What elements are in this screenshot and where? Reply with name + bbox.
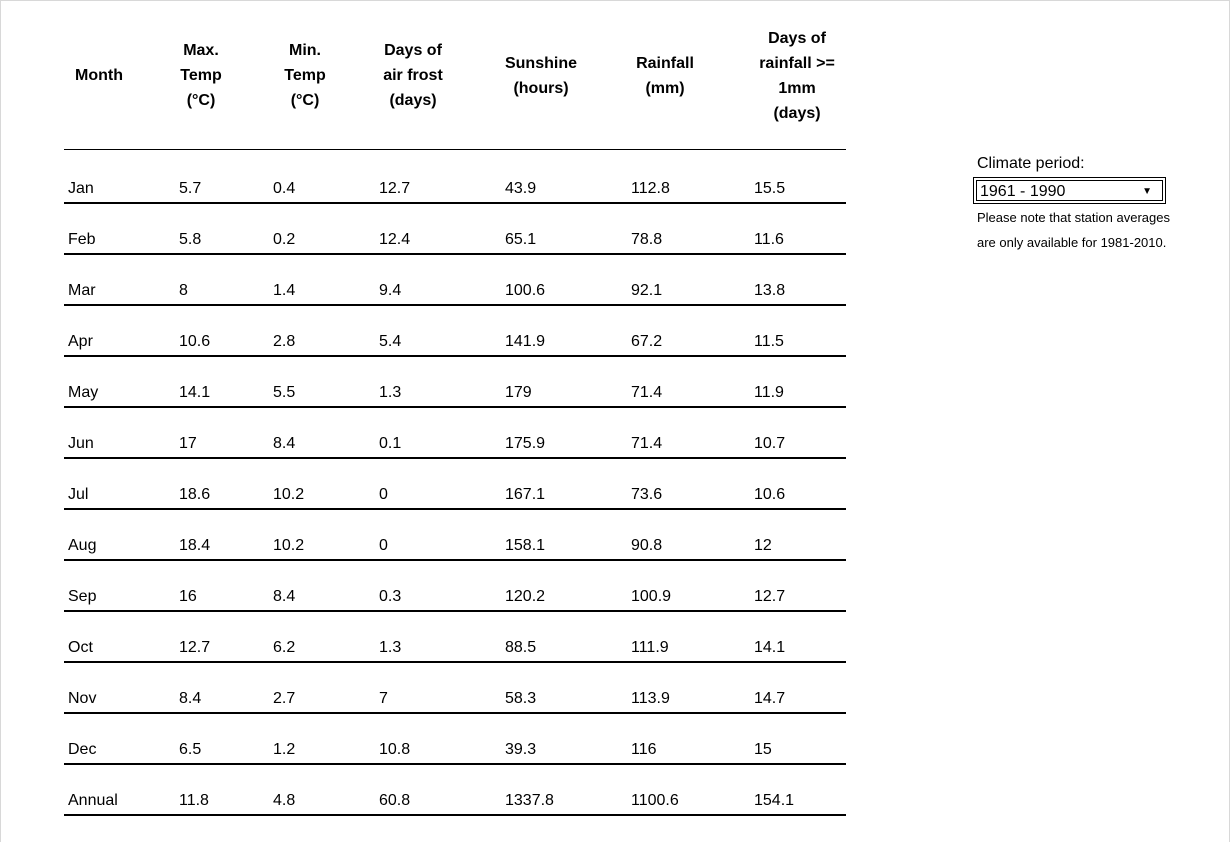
table-row	[64, 612, 846, 663]
cell-rainfall: 71.4	[631, 384, 663, 401]
cell-rain-days: 12.7	[754, 588, 786, 605]
cell-sunshine: 167.1	[505, 486, 546, 503]
cell-rain-days: 10.7	[754, 435, 786, 452]
cell-air-frost: 12.7	[379, 180, 411, 197]
cell-sunshine: 1337.8	[505, 792, 554, 809]
cell-rain-days: 14.1	[754, 639, 786, 656]
cell-air-frost: 12.4	[379, 231, 411, 248]
cell-min-temp: 8.4	[273, 588, 296, 605]
table-row	[64, 663, 846, 714]
cell-rainfall: 112.8	[631, 180, 670, 197]
cell-min-temp: 2.7	[273, 690, 296, 707]
header-air-frost: Days of air frost (days)	[383, 42, 443, 109]
cell-max-temp: 5.7	[179, 180, 202, 197]
cell-rainfall: 100.9	[631, 588, 672, 605]
cell-air-frost: 0	[379, 486, 388, 503]
table-row	[64, 714, 846, 765]
cell-air-frost: 0.3	[379, 588, 402, 605]
cell-month: Mar	[68, 282, 96, 299]
cell-rain-days: 14.7	[754, 690, 786, 707]
cell-rain-days: 13.8	[754, 282, 786, 299]
cell-min-temp: 0.4	[273, 180, 296, 197]
header-max-temp: Max. Temp (°C)	[180, 42, 222, 109]
cell-month: Jan	[68, 180, 94, 197]
cell-max-temp: 8.4	[179, 690, 202, 707]
cell-rain-days: 11.5	[754, 333, 784, 350]
cell-air-frost: 1.3	[379, 639, 402, 656]
table-row	[64, 561, 846, 612]
cell-rainfall: 116	[631, 741, 657, 758]
cell-min-temp: 5.5	[273, 384, 296, 401]
cell-rain-days: 154.1	[754, 792, 795, 809]
cell-air-frost: 9.4	[379, 282, 402, 299]
cell-min-temp: 0.2	[273, 231, 296, 248]
cell-max-temp: 14.1	[179, 384, 211, 401]
cell-max-temp: 12.7	[179, 639, 211, 656]
cell-sunshine: 43.9	[505, 180, 537, 197]
station-note-line-1: Please note that station averages	[977, 210, 1170, 225]
cell-air-frost: 7	[379, 690, 388, 707]
header-divider	[64, 149, 846, 150]
cell-rainfall: 1100.6	[631, 792, 679, 809]
cell-sunshine: 179	[505, 384, 532, 401]
cell-air-frost: 0.1	[379, 435, 402, 452]
cell-max-temp: 18.4	[179, 537, 211, 554]
cell-min-temp: 4.8	[273, 792, 296, 809]
header-rainfall: Rainfall (mm)	[636, 55, 694, 97]
cell-air-frost: 1.3	[379, 384, 402, 401]
header-rain-days: Days of rainfall >= 1mm (days)	[759, 30, 835, 122]
cell-rain-days: 11.9	[754, 384, 784, 401]
cell-month: Jul	[68, 486, 89, 503]
cell-min-temp: 1.2	[273, 741, 296, 758]
cell-rainfall: 111.9	[631, 639, 669, 656]
header-month: Month	[75, 67, 123, 84]
cell-min-temp: 8.4	[273, 435, 296, 452]
cell-month: Oct	[68, 639, 93, 656]
cell-rainfall: 67.2	[631, 333, 663, 350]
cell-sunshine: 158.1	[505, 537, 546, 554]
cell-rain-days: 15.5	[754, 180, 786, 197]
table-row	[64, 255, 846, 306]
cell-max-temp: 18.6	[179, 486, 211, 503]
cell-month: Nov	[68, 690, 97, 707]
cell-month: Sep	[68, 588, 97, 605]
table-row	[64, 153, 846, 204]
cell-sunshine: 141.9	[505, 333, 546, 350]
cell-min-temp: 6.2	[273, 639, 296, 656]
climate-period-label: Climate period:	[977, 155, 1085, 172]
cell-min-temp: 1.4	[273, 282, 296, 299]
table-row	[64, 306, 846, 357]
table-row	[64, 510, 846, 561]
cell-month: Feb	[68, 231, 96, 248]
header-min-temp: Min. Temp (°C)	[284, 42, 326, 109]
cell-sunshine: 39.3	[505, 741, 537, 758]
cell-rain-days: 15	[754, 741, 772, 758]
cell-max-temp: 10.6	[179, 333, 211, 350]
cell-max-temp: 5.8	[179, 231, 202, 248]
station-note-line-2: are only available for 1981-2010.	[977, 235, 1167, 250]
cell-sunshine: 100.6	[505, 282, 546, 299]
cell-month: Apr	[68, 333, 93, 350]
cell-max-temp: 16	[179, 588, 197, 605]
cell-rainfall: 78.8	[631, 231, 663, 248]
cell-month: Annual	[68, 792, 118, 809]
cell-month: May	[68, 384, 99, 401]
cell-max-temp: 8	[179, 282, 188, 299]
cell-rainfall: 90.8	[631, 537, 663, 554]
cell-rainfall: 113.9	[631, 690, 670, 707]
cell-month: Aug	[68, 537, 97, 554]
cell-month: Dec	[68, 741, 97, 758]
cell-max-temp: 6.5	[179, 741, 202, 758]
cell-rainfall: 71.4	[631, 435, 663, 452]
cell-rain-days: 11.6	[754, 231, 784, 248]
cell-sunshine: 120.2	[505, 588, 546, 605]
table-row	[64, 204, 846, 255]
cell-rain-days: 10.6	[754, 486, 786, 503]
cell-max-temp: 11.8	[179, 792, 209, 809]
cell-min-temp: 2.8	[273, 333, 296, 350]
cell-min-temp: 10.2	[273, 486, 305, 503]
header-sunshine: Sunshine (hours)	[504, 55, 577, 97]
table-row	[64, 357, 846, 408]
climate-period-select[interactable]	[973, 177, 1166, 204]
cell-sunshine: 58.3	[505, 690, 537, 707]
table-row	[64, 408, 846, 459]
cell-rainfall: 92.1	[631, 282, 663, 299]
cell-air-frost: 0	[379, 537, 388, 554]
climate-period-value: 1961 - 1990	[980, 183, 1066, 200]
table-row	[64, 459, 846, 510]
cell-month: Jun	[68, 435, 94, 452]
triangle-down-icon: ▼	[1142, 186, 1152, 197]
cell-air-frost: 5.4	[379, 333, 402, 350]
cell-max-temp: 17	[179, 435, 197, 452]
cell-min-temp: 10.2	[273, 537, 305, 554]
cell-sunshine: 88.5	[505, 639, 537, 656]
cell-rain-days: 12	[754, 537, 772, 554]
table-row	[64, 765, 846, 816]
cell-air-frost: 60.8	[379, 792, 411, 809]
cell-sunshine: 175.9	[505, 435, 546, 452]
cell-rainfall: 73.6	[631, 486, 663, 503]
cell-sunshine: 65.1	[505, 231, 537, 248]
cell-air-frost: 10.8	[379, 741, 411, 758]
